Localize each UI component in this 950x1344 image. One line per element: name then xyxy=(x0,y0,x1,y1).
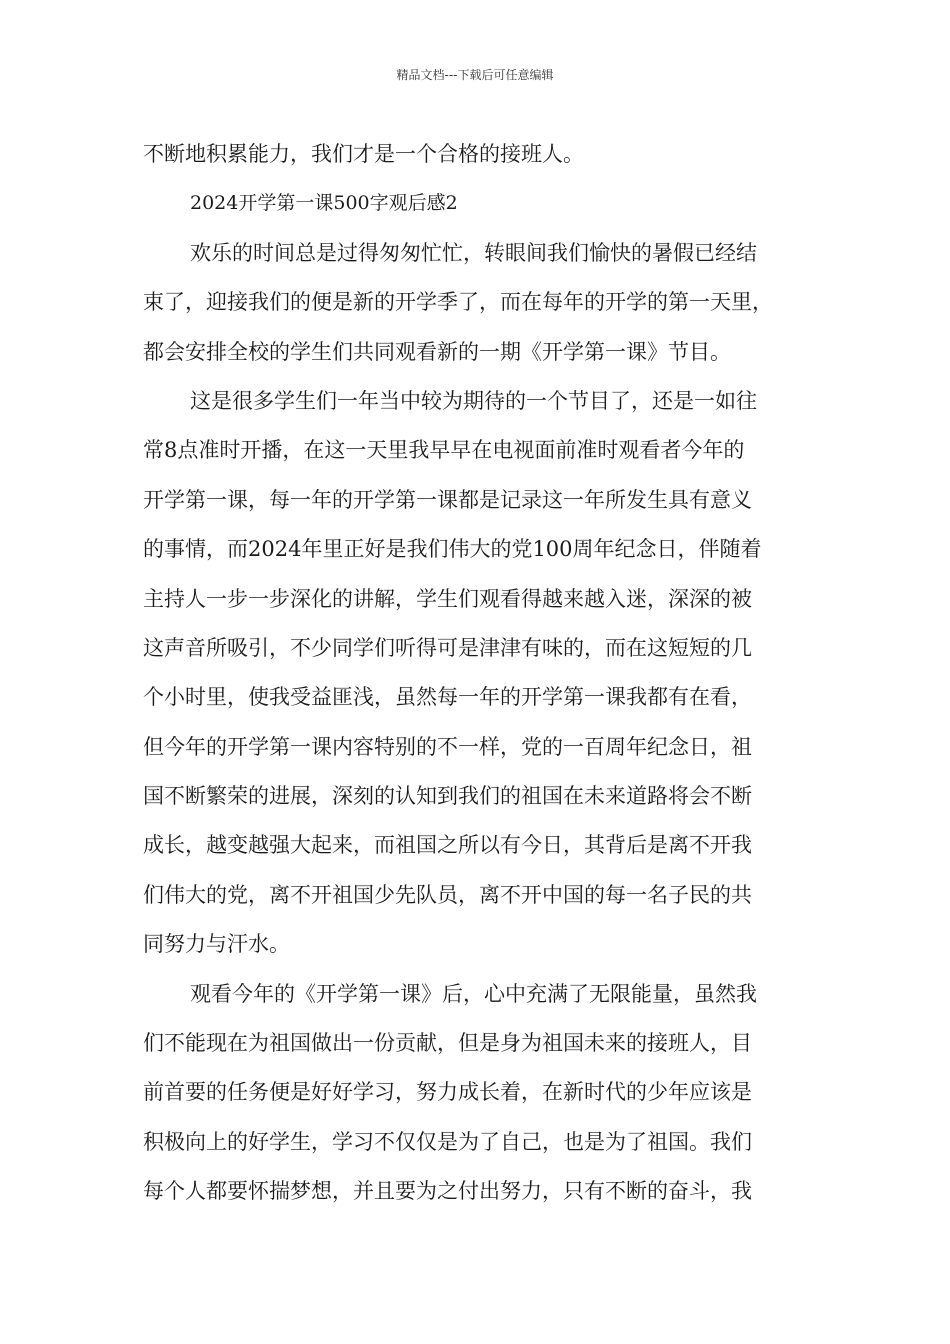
paragraph-first-line: 欢乐的时间总是过得匆匆忙忙，转眼间我们愉快的暑假已经结 xyxy=(190,240,757,265)
text-line: 个小时里，使我受益匪浅，虽然每一年的开学第一课我都有在看， xyxy=(143,685,752,710)
text-line: 同努力与汗水。 xyxy=(143,932,290,957)
text-line: 都会安排全校的学生们共同观看新的一期《开学第一课》节目。 xyxy=(143,339,731,364)
text-line: 成长，越变越强大起来，而祖国之所以有今日，其背后是离不开我 xyxy=(143,833,752,858)
text-line: 常8点准时开播，在这一天里我早早在电视面前准时观看者今年的 xyxy=(143,438,745,463)
text-line: 积极向上的好学生，学习不仅仅是为了自己，也是为了祖国。我们 xyxy=(143,1129,752,1154)
document-body xyxy=(143,130,813,1217)
text-line: 国不断繁荣的进展，深刻的认知到我们的祖国在未来道路将会不断 xyxy=(143,784,752,809)
text-line: 的事情，而2024年里正好是我们伟大的党100周年纪念日，伴随着 xyxy=(143,537,762,562)
text-line: 不断地积累能力，我们才是一个合格的接班人。 xyxy=(143,142,584,166)
text-line: 每个人都要怀揣梦想，并且要为之付出努力，只有不断的奋斗，我 xyxy=(143,1179,752,1204)
paragraph-first-line: 观看今年的《开学第一课》后，心中充满了无限能量，虽然我 xyxy=(190,981,757,1006)
section-title: 2024开学第一课500字观后感2 xyxy=(190,192,458,215)
page-header: 精品文档---下载后可任意编辑 xyxy=(396,68,554,82)
paragraph-first-line: 这是很多学生们一年当中较为期待的一个节目了，还是一如往 xyxy=(190,388,757,413)
text-line: 们伟大的党，离不开祖国少先队员，离不开中国的每一名子民的共 xyxy=(143,882,752,907)
text-line: 们不能现在为祖国做出一份贡献，但是身为祖国未来的接班人，目 xyxy=(143,1031,752,1056)
text-line: 束了，迎接我们的便是新的开学季了，而在每年的开学的第一天里， xyxy=(143,290,773,315)
text-line: 前首要的任务便是好好学习，努力成长着，在新时代的少年应该是 xyxy=(143,1080,752,1105)
text-line: 主持人一步一步深化的讲解，学生们观看得越来越入迷，深深的被 xyxy=(143,586,752,611)
text-line: 这声音所吸引，不少同学们听得可是津津有味的，而在这短短的几 xyxy=(143,635,752,660)
text-line: 开学第一课，每一年的开学第一课都是记录这一年所发生具有意义 xyxy=(143,487,752,512)
text-line: 但今年的开学第一课内容特别的不一样，党的一百周年纪念日，祖 xyxy=(143,734,752,759)
